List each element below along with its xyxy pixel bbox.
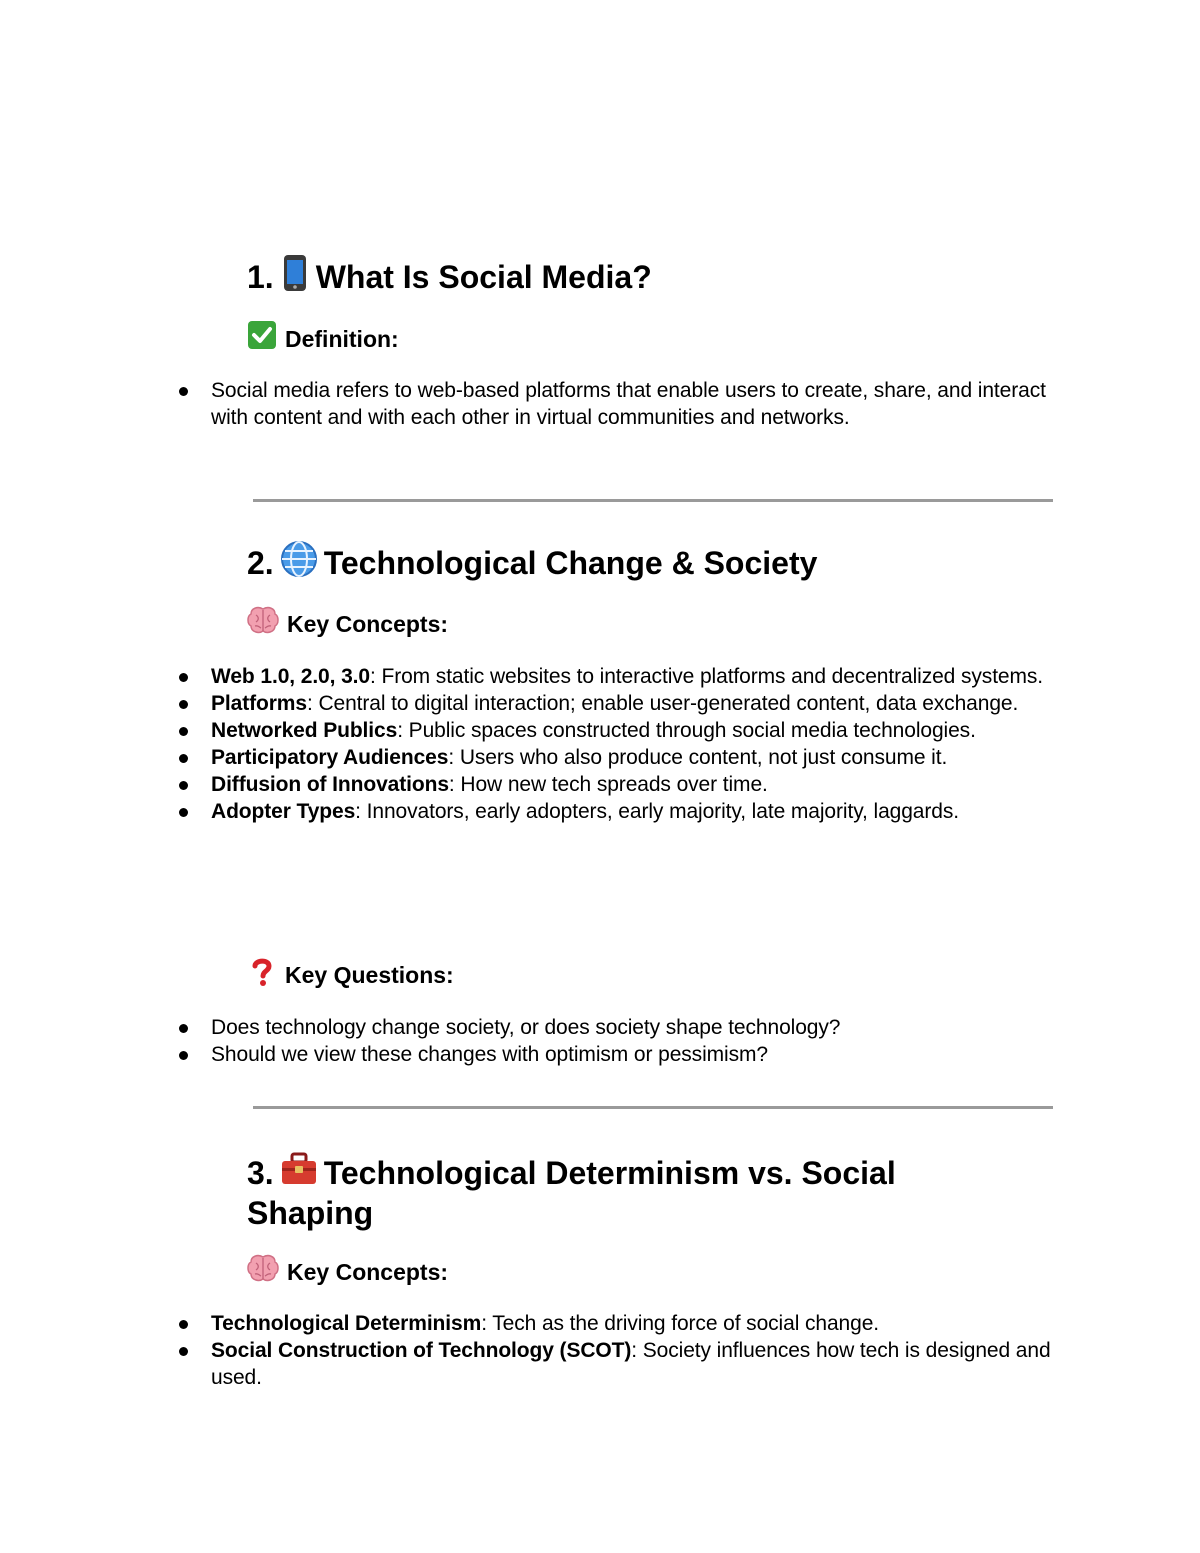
section-1-number: 1. [247,259,274,295]
toolbox-icon [280,1152,318,1194]
questions-heading [247,960,454,993]
concepts-label: Key Concepts: [287,611,449,637]
definition-heading [247,324,399,357]
section-2-title: Technological Change & Society [323,545,818,581]
divider [253,499,1053,502]
concepts-label: Key Concepts: [287,1259,449,1285]
concepts-heading [247,1257,448,1289]
section-3-title: Technological Determinism vs. Social Shaping [247,1155,896,1231]
section-3-number: 3. [247,1155,274,1191]
check-icon [247,320,277,357]
questions-list [0,1014,1061,1068]
section-2-heading [247,544,1007,586]
phone-icon [280,254,310,300]
list-item: Participatory Audiences: Users who also produce content, not just consume it. [0,744,1061,771]
list-item: Social media refers to web-based platforms that enable users to create, share, and interact with content and with each other in virtual communities and networks. [0,377,1061,431]
globe-icon [280,540,318,586]
concepts-list [0,1310,1061,1391]
divider [253,1106,1053,1109]
brain-icon [247,606,279,641]
section-2-number: 2. [247,545,274,581]
list-item: Networked Publics: Public spaces constructed through social media technologies. [0,717,1061,744]
list-item: Web 1.0, 2.0, 3.0: From static websites to interactive platforms and decentralized systems. [0,663,1061,690]
brain-icon [247,1254,279,1289]
section-3-heading [247,1154,947,1232]
concepts-heading [247,609,448,641]
list-item: Does technology change society, or does society shape technology? [0,1014,1061,1041]
list-item: Adopter Types: Innovators, early adopters, early majority, late majority, laggards. [0,798,1061,825]
section-1-title: What Is Social Media? [315,259,652,295]
list-item: Diffusion of Innovations: How new tech spreads over time. [0,771,1061,798]
list-item: Should we view these changes with optimism or pessimism? [0,1041,1061,1068]
list-item: Technological Determinism: Tech as the driving force of social change. [0,1310,1061,1337]
definition-label: Definition: [285,326,399,352]
list-item: Platforms: Central to digital interaction; enable user-generated content, data exchange. [0,690,1061,717]
list-item: Social Construction of Technology (SCOT): Society influences how tech is designed and used. [0,1337,1061,1391]
question-icon [247,956,277,993]
questions-label: Key Questions: [285,962,454,988]
concepts-list [0,663,1061,825]
definition-list [0,377,1061,431]
section-1-heading [247,258,1007,300]
